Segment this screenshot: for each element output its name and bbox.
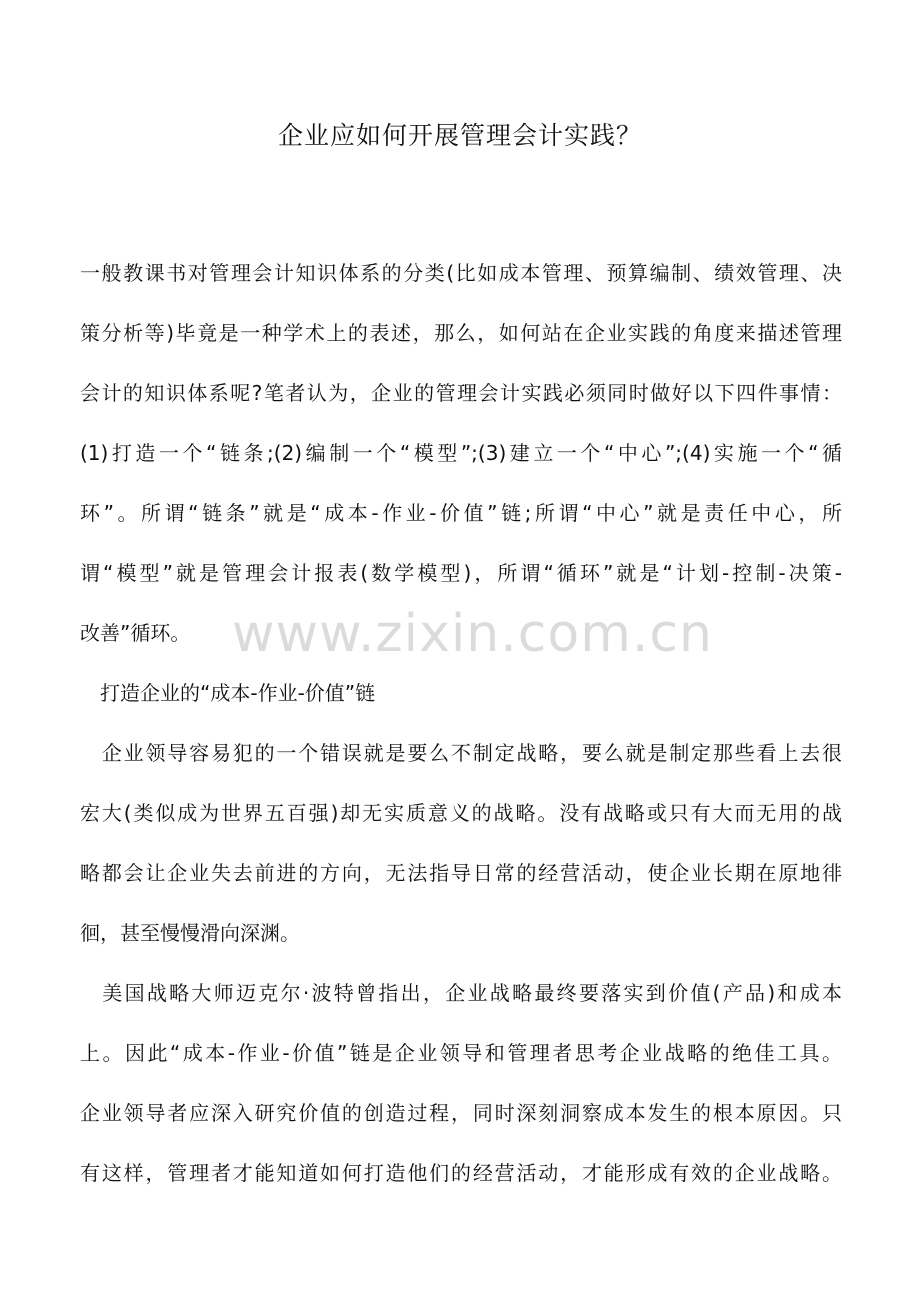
watermark: www.zixin.com.cn xyxy=(232,604,713,664)
text-line: 上。因此“成本-作业-价值”链是企业领导和管理者思考企业战略的绝佳工具。 xyxy=(80,1041,842,1065)
text-line: 改善”循环。 xyxy=(80,621,191,645)
text-line: (1)打造一个“链条;(2)编制一个“模型”;(3)建立一个“中心”;(4)实施一个“循 xyxy=(80,441,842,465)
document-body xyxy=(80,255,842,1215)
text-line: 策分析等)毕竟是一种学术上的表述，那么，如何站在企业实践的角度来描述管理 xyxy=(80,321,842,345)
text-line: 一般教课书对管理会计知识体系的分类(比如成本管理、预算编制、绩效管理、决 xyxy=(80,261,842,285)
section-heading xyxy=(80,675,842,735)
text-line: 谓“模型”就是管理会计报表(数学模型)，所谓“循环”就是“计划-控制-决策- xyxy=(80,561,842,585)
text-line: 有这样，管理者才能知道如何打造他们的经营活动，才能形成有效的企业战略。 xyxy=(80,1161,842,1185)
text-line: 美国战略大师迈克尔·波特曾指出，企业战略最终要落实到价值(产品)和成本 xyxy=(80,981,842,1005)
text-line: 企业领导容易犯的一个错误就是要么不制定战略，要么就是制定那些看上去很 xyxy=(80,741,842,765)
paragraph-porter xyxy=(80,975,842,1215)
text-line: 会计的知识体系呢?笔者认为，企业的管理会计实践必须同时做好以下四件事情： xyxy=(80,381,842,405)
text-line: 略都会让企业失去前进的方向，无法指导日常的经营活动，使企业长期在原地徘 xyxy=(80,861,842,885)
text-line: 徊，甚至慢慢滑向深渊。 xyxy=(80,921,300,945)
paragraph-intro xyxy=(80,255,842,675)
section-heading-text: 打造企业的“成本-作业-价值”链 xyxy=(80,681,376,705)
text-line: 企业领导者应深入研究价值的创造过程，同时深刻洞察成本发生的根本原因。只 xyxy=(80,1101,842,1125)
text-line: 宏大(类似成为世界五百强)却无实质意义的战略。没有战略或只有大而无用的战 xyxy=(80,801,842,825)
paragraph-strategy-mistake xyxy=(80,735,842,975)
text-line: 环”。所谓“链条”就是“成本-作业-价值”链;所谓“中心”就是责任中心，所 xyxy=(80,501,842,525)
document-title: 企业应如何开展管理会计实践？ xyxy=(277,121,642,150)
